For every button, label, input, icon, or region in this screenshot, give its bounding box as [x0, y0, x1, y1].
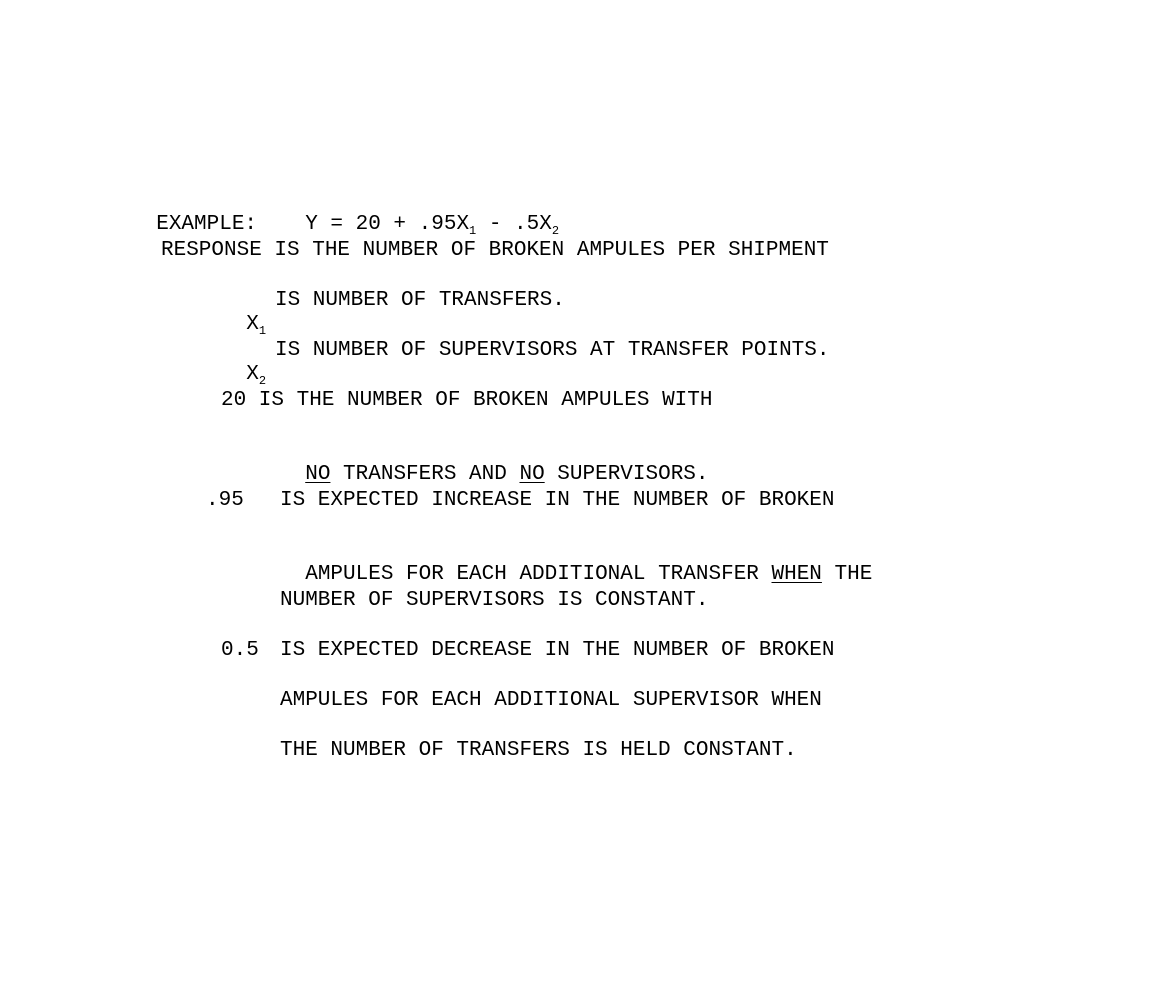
- coef95-line-2-pre: AMPULES FOR EACH ADDITIONAL TRANSFER: [305, 563, 772, 586]
- coef95-line-3: NUMBER OF SUPERVISORS IS CONSTANT.: [280, 589, 709, 612]
- coef95-line-2: [280, 539, 872, 587]
- intercept-line-1: 20 IS THE NUMBER OF BROKEN AMPULES WITH: [221, 389, 713, 412]
- regression-equation: [280, 189, 559, 237]
- x2-description: IS NUMBER OF SUPERVISORS AT TRANSFER POINTS.: [275, 339, 830, 362]
- intercept-no-1: NO: [305, 463, 331, 486]
- coef05-value: 0.5: [221, 639, 259, 662]
- example-line: [131, 189, 257, 237]
- coef95-line-2-post: THE: [821, 563, 873, 586]
- x1-letter: X: [246, 313, 259, 336]
- x1-symbol: [221, 289, 266, 337]
- x1-description: IS NUMBER OF TRANSFERS.: [275, 289, 565, 312]
- coef05-line-3: THE NUMBER OF TRANSFERS IS HELD CONSTANT.: [280, 739, 797, 762]
- coef95-when: WHEN: [771, 563, 822, 586]
- intercept-no-2: NO: [519, 463, 545, 486]
- intercept-mid: TRANSFERS AND: [330, 463, 520, 486]
- x2-subscript: 2: [258, 374, 267, 388]
- x2-letter: X: [246, 363, 259, 386]
- intercept-line-2: [280, 439, 709, 487]
- equation-part-1: Y = 20 + .95X: [305, 213, 470, 236]
- x2-symbol: [221, 339, 266, 387]
- intercept-end: SUPERVISORS.: [544, 463, 709, 486]
- coef95-line-1: IS EXPECTED INCREASE IN THE NUMBER OF BROKEN: [280, 489, 835, 512]
- coef95-value: .95: [206, 489, 244, 512]
- equation-part-2: - .5X: [476, 213, 552, 236]
- equation-subscript-1: 1: [469, 224, 477, 238]
- coef05-line-2: AMPULES FOR EACH ADDITIONAL SUPERVISOR WHEN: [280, 689, 822, 712]
- example-label: EXAMPLE:: [156, 213, 258, 236]
- response-line: RESPONSE IS THE NUMBER OF BROKEN AMPULES PER SHIPMENT: [161, 239, 829, 262]
- coef05-line-1: IS EXPECTED DECREASE IN THE NUMBER OF BROKEN: [280, 639, 835, 662]
- x1-subscript: 1: [258, 324, 267, 338]
- equation-subscript-2: 2: [551, 224, 560, 238]
